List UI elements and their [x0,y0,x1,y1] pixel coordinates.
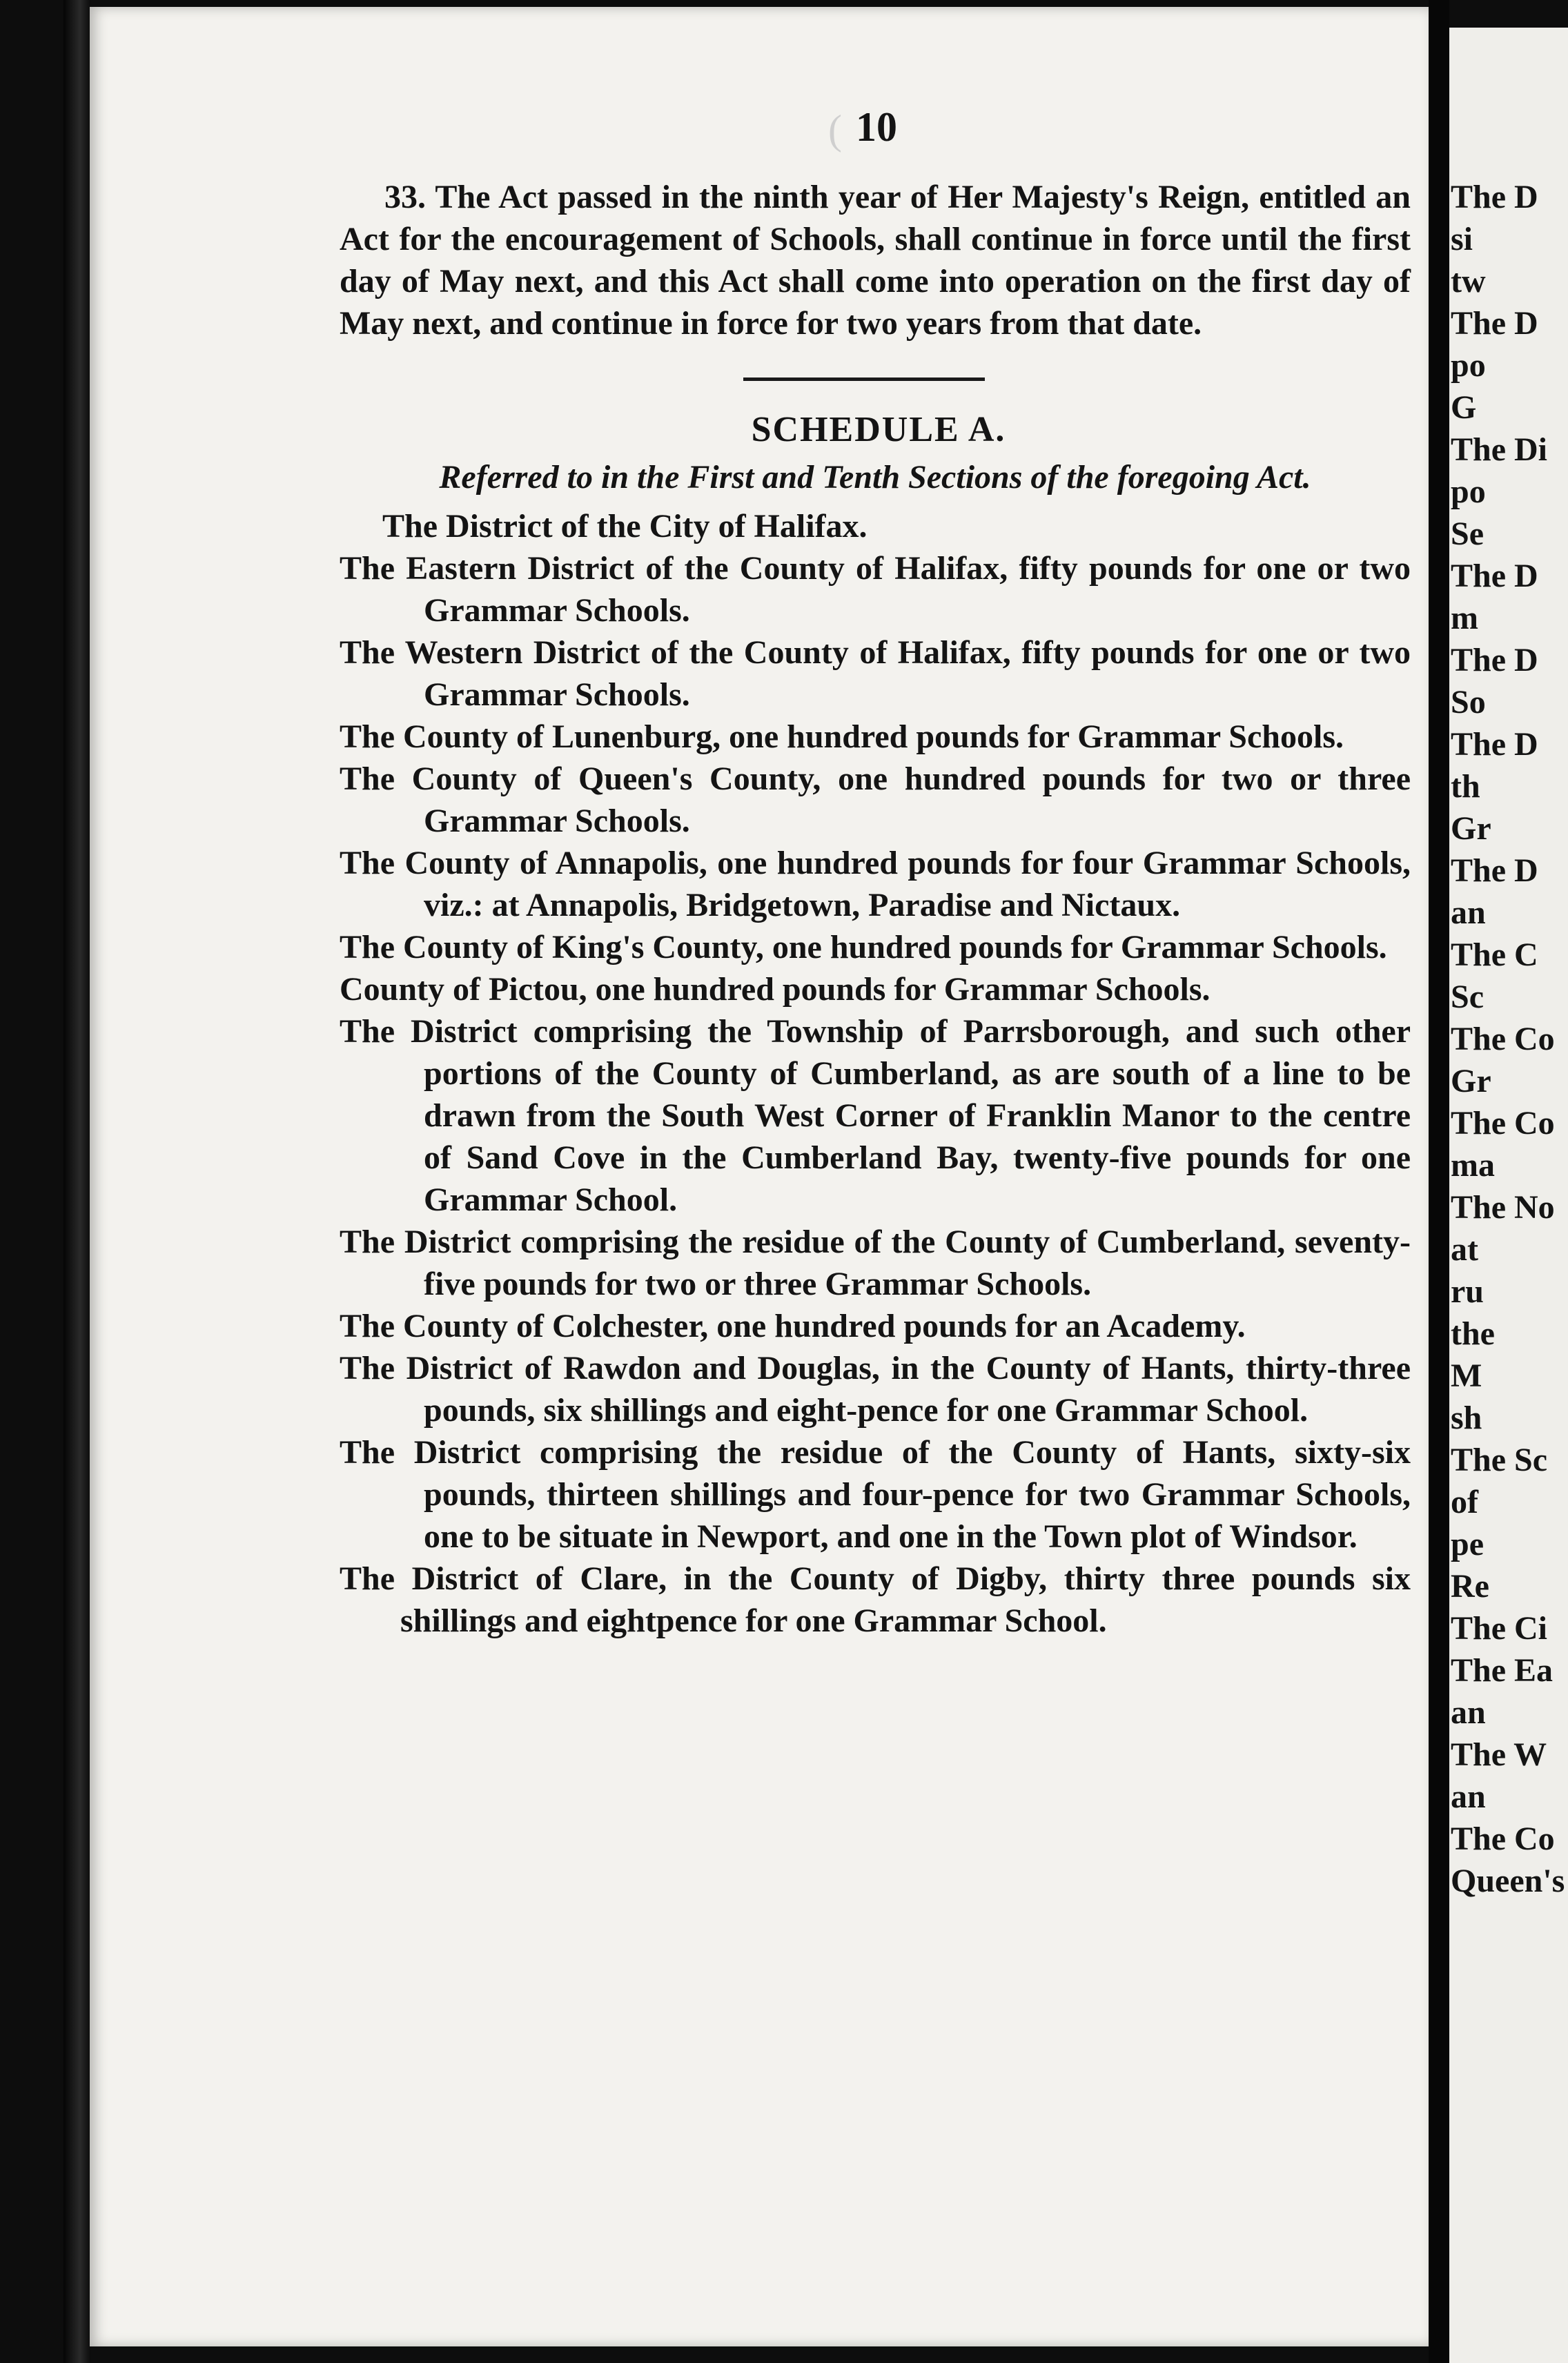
facing-page-fragment: pe [1451,1526,1484,1562]
facing-page-fragment: The C [1451,937,1538,973]
facing-page-fragment: an [1451,894,1486,931]
schedule-entry: The District comprising the residue of the County of Cumberland, seventy-five pounds for two or three Grammar Schools. [340,1224,1411,1302]
schedule-entry: The County of King's County, one hundred pounds for Grammar Schools. [340,929,1387,965]
facing-page-fragment: Se [1451,516,1484,552]
facing-page-fragment: ma [1451,1147,1495,1184]
schedule-entry: The County of Queen's County, one hundred pounds for two or three Grammar Schools. [340,761,1411,839]
schedule-entry: The District comprising the residue of the County of Hants, sixty-six pounds, thirteen shillings and four-pence for two Grammar Schools, one to be situate in Newport, and one in the Town plot of Windsor. [340,1434,1411,1555]
facing-page-fragment: an [1451,1694,1486,1731]
facing-page-fragment: The Co [1451,1821,1555,1857]
facing-page-fragment: The D [1451,642,1538,678]
facing-page-fragment: ru [1451,1273,1484,1310]
facing-page-fragment: Queen's [1451,1863,1565,1899]
facing-page-fragment: po [1451,347,1486,384]
facing-page-fragment: The W [1451,1736,1547,1773]
facing-page-fragment: The D [1451,852,1538,889]
schedule-entry: The County of Annapolis, one hundred pounds for four Grammar Schools, viz.: at Annapolis, Bridgetown, Paradise and Nictaux. [340,845,1411,923]
facing-page-fragment: M [1451,1357,1482,1394]
facing-page-fragment: at [1451,1231,1478,1268]
schedule-entry: The Western District of the County of Halifax, fifty pounds for one or two Grammar Schools. [340,634,1411,713]
facing-page-fragment: po [1451,473,1486,510]
facing-page-fragment: G [1451,389,1477,426]
facing-page-fragment: The Di [1451,431,1548,468]
section-33-paragraph: 33. The Act passed in the ninth year of Her Majesty's Reign, entitled an Act for the encouragement of Schools, shall continue in force until the first day of May next, and this Act shall come into operation on the first day of May next, and continue in force for two years from that date. [340,179,1411,342]
schedule-entry: The County of Lunenburg, one hundred pounds for Grammar Schools. [340,718,1344,755]
schedule-entry: The County of Colchester, one hundred pounds for an Academy. [340,1308,1246,1344]
schedule-subtitle: Referred to in the First and Tenth Sections of the foregoing Act. [439,459,1311,496]
schedule-heading: SCHEDULE A. [751,410,1006,449]
facing-page-fragment: So [1451,684,1486,720]
schedule-entry: County of Pictou, one hundred pounds for Grammar Schools. [340,971,1211,1008]
facing-page-fragment: The No [1451,1189,1555,1226]
book-spine [63,0,91,2363]
page-gutter [1429,0,1449,2363]
facing-page-fragment: m [1451,600,1478,636]
facing-page-fragment: The D [1451,726,1538,763]
facing-page-fragment: The Sc [1451,1442,1548,1478]
facing-page-fragment: an [1451,1778,1486,1815]
schedule-entries [340,505,1411,1642]
facing-page-text [1451,176,1568,1902]
facing-page-fragment: The Co [1451,1105,1555,1141]
facing-page-fragment: The D [1451,305,1538,342]
facing-page-fragment: sh [1451,1400,1482,1436]
schedule-entry: The Eastern District of the County of Halifax, fifty pounds for one or two Grammar Schools. [340,550,1411,629]
facing-page-fragment: Gr [1451,1063,1491,1099]
page-body [340,176,1411,1642]
page-number: ( 10 [856,104,897,151]
facing-page-fragment: The Ci [1451,1610,1548,1647]
schedule-entry: The District of the City of Halifax. [382,508,868,545]
section-divider [743,378,985,381]
facing-page-fragment: Gr [1451,810,1491,847]
facing-page-fragment: The Co [1451,1021,1555,1057]
facing-page-fragment: the [1451,1315,1495,1352]
facing-page-fragment: The D [1451,558,1538,594]
facing-page-fragment: Re [1451,1568,1489,1605]
facing-page-fragment: tw [1451,263,1486,300]
facing-page-fragment: of [1451,1484,1478,1520]
facing-page-fragment: The D [1451,179,1538,215]
schedule-entry: The District of Rawdon and Douglas, in the County of Hants, thirty-three pounds, six shillings and eight-pence for one Grammar School. [340,1350,1411,1429]
facing-page-fragment: Sc [1451,979,1484,1015]
facing-page-fragment: si [1451,221,1473,257]
facing-page-fragment: th [1451,768,1480,805]
schedule-entry: The District of Clare, in the County of Digby, thirty three pounds six shillings and eightpence for one Grammar School. [340,1560,1411,1639]
facing-page-fragment: The Ea [1451,1652,1554,1689]
schedule-entry: The District comprising the Township of Parrsborough, and such other portions of the County of Cumberland, as are south of a line to be drawn from the South West Corner of Franklin Manor to the centre of Sand Cove in the Cumberland Bay, twenty-five pounds for one Grammar School. [340,1013,1411,1218]
